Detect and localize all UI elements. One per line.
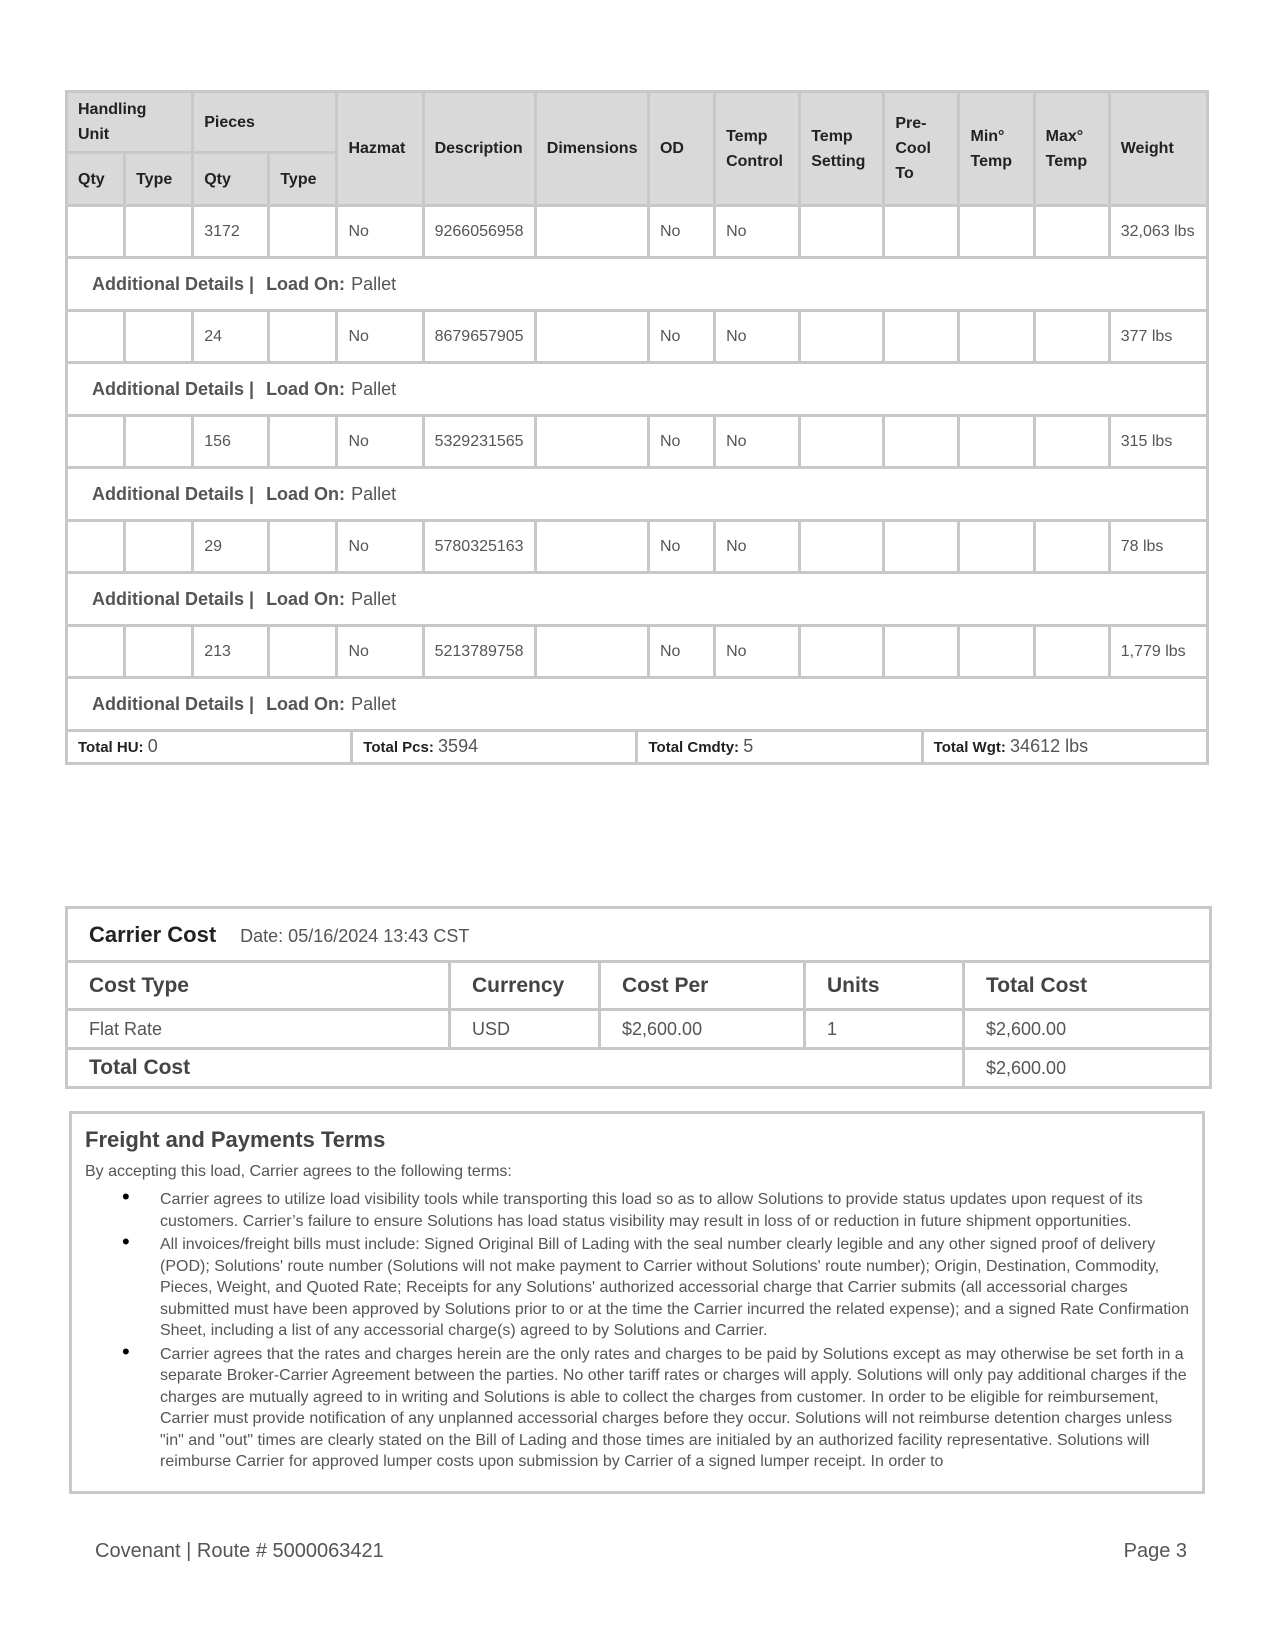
total-cost-label-text: Total Cost: [89, 1056, 191, 1079]
cell-temp-control: No: [715, 626, 800, 678]
header-handling-unit: Handling Unit: [67, 92, 193, 153]
cell-hu-qty: [67, 626, 125, 678]
cell-temp-setting: [800, 626, 884, 678]
header-description: Description: [423, 92, 535, 206]
commodity-rows: [67, 206, 1208, 731]
carrier-cost-table: [65, 906, 1212, 1089]
total-pcs: [352, 732, 637, 762]
terms-item-text: All invoices/freight bills must include: Signed Original Bill of Lading with the seal number clearly legible and any other signed proof of delivery (POD); Solutions' route number (Solutions will not make payment to Carrier without Solutions' route number); Origin, Destination, Commodity, Pieces, Weight, and Quoted Rate; Receipts for any Solutions' authorized accessorial charge that Carrier submits (all accessorial charges submitted must have been approved by Solutions prior to or at the time the Carrier incurred the related expense); and a signed Rate Confirmation Sheet, including a list of any accessorial charge(s) agreed to by Solutions and Carrier.: [160, 1236, 1190, 1339]
cell-dimensions: [535, 416, 648, 468]
load-on-label: Load On:: [266, 694, 346, 714]
total-hu-label: Total HU:: [78, 739, 144, 756]
cell-pc-type: [269, 416, 337, 468]
cell-hu-type: [125, 206, 193, 258]
cell-pc-type: [269, 626, 337, 678]
additional-details: [67, 573, 1208, 626]
terms-item: [122, 1229, 1190, 1342]
header-od: OD: [648, 92, 714, 206]
header-pc-type: Type: [269, 153, 337, 206]
additional-details: [67, 678, 1208, 731]
cell-hazmat: No: [337, 626, 423, 678]
bullet-icon: •: [122, 1184, 130, 1209]
total-pcs-value: 3594: [438, 736, 479, 756]
cell-description: 5213789758: [423, 626, 535, 678]
terms-item: [122, 1338, 1190, 1473]
terms-item-text: Carrier agrees to utilize load visibility tools while transporting this load so as to allow Solutions to provide status updates upon request of its customers. Carrier’s failure to ensure Solutions has load status visibility may result in loss of or reduction in future shipment opportunities.: [160, 1191, 1143, 1230]
cell-hu-type: [125, 521, 193, 573]
cell-hazmat: No: [337, 521, 423, 573]
total-cost-value: $2,600.00: [964, 1049, 1211, 1088]
cell-pc-qty: 156: [193, 416, 269, 468]
cell-description: 5329231565: [423, 416, 535, 468]
totals-row: [68, 732, 1206, 762]
cell-weight: 78 lbs: [1109, 521, 1207, 573]
cell-temp-control: No: [715, 416, 800, 468]
header-hu-qty: Qty: [67, 153, 125, 206]
cell-temp-control: No: [715, 311, 800, 363]
load-on-value: Pallet: [351, 694, 397, 714]
load-on-value: Pallet: [351, 379, 397, 399]
col-cost-per: Cost Per: [600, 962, 805, 1010]
additional-details-row: [67, 363, 1208, 416]
total-wgt: [922, 732, 1206, 762]
cell-hazmat: No: [337, 416, 423, 468]
freight-terms: [69, 1111, 1205, 1494]
load-on-label: Load On:: [266, 379, 346, 399]
header-weight: Weight: [1109, 92, 1207, 206]
cell-pre-cool: [884, 521, 959, 573]
commodity-row: [67, 206, 1208, 258]
cell-pc-type: [269, 311, 337, 363]
cost-row: [67, 1010, 1211, 1049]
bullet-icon: •: [122, 1229, 130, 1254]
header-temp-setting: Temp Setting: [800, 92, 884, 206]
total-cmdty-label: Total Cmdty:: [648, 739, 740, 756]
header-min-temp: Min° Temp: [959, 92, 1034, 206]
cell-min-temp: [959, 416, 1034, 468]
additional-details-row: [67, 678, 1208, 731]
total-cost-cell: $2,600.00: [964, 1010, 1211, 1049]
cell-description: 5780325163: [423, 521, 535, 573]
cell-pc-type: [269, 206, 337, 258]
cell-hu-qty: [67, 206, 125, 258]
load-on-value: Pallet: [351, 274, 397, 294]
cell-hu-type: [125, 626, 193, 678]
commodity-row: [67, 626, 1208, 678]
header-temp-control: Temp Control: [715, 92, 800, 206]
carrier-cost-header: [67, 908, 1211, 962]
cell-temp-setting: [800, 206, 884, 258]
total-hu-value: 0: [147, 736, 158, 756]
cell-hu-qty: [67, 521, 125, 573]
carrier-cost-title: Carrier Cost: [89, 921, 217, 947]
terms-title: Freight and Payments Terms: [85, 1127, 386, 1152]
cell-temp-setting: [800, 521, 884, 573]
terms-list: [85, 1184, 1190, 1473]
col-currency: Currency: [450, 962, 600, 1010]
total-cost-label: [67, 1049, 964, 1088]
cell-pre-cool: [884, 626, 959, 678]
cell-pc-qty: 24: [193, 311, 269, 363]
cell-weight: 32,063 lbs: [1109, 206, 1207, 258]
cell-pre-cool: [884, 311, 959, 363]
cost-type-cell: Flat Rate: [67, 1010, 450, 1049]
cell-hu-type: [125, 311, 193, 363]
load-on-label: Load On:: [266, 484, 346, 504]
footer-route: Covenant | Route # 5000063421: [95, 1540, 384, 1562]
cell-od: No: [648, 521, 714, 573]
commodity-row: [67, 311, 1208, 363]
cell-temp-setting: [800, 311, 884, 363]
header-max-temp: Max° Temp: [1034, 92, 1109, 206]
cell-max-temp: [1034, 416, 1109, 468]
cell-hu-qty: [67, 416, 125, 468]
cell-min-temp: [959, 206, 1034, 258]
footer-page-number: Page 3: [1123, 1540, 1187, 1562]
additional-details-label: Additional Details |: [92, 484, 255, 504]
terms-item: [122, 1184, 1190, 1232]
cell-od: No: [648, 206, 714, 258]
total-pcs-label: Total Pcs:: [363, 739, 434, 756]
header-hazmat: Hazmat: [337, 92, 423, 206]
cell-od: No: [648, 416, 714, 468]
commodity-row: [67, 521, 1208, 573]
cell-temp-control: No: [715, 521, 800, 573]
col-cost-type: Cost Type: [67, 962, 450, 1010]
additional-details: [67, 468, 1208, 521]
additional-details-row: [67, 258, 1208, 311]
total-hu: [68, 732, 352, 762]
header-dimensions: Dimensions: [535, 92, 648, 206]
cell-max-temp: [1034, 626, 1109, 678]
load-on-label: Load On:: [266, 589, 346, 609]
cell-od: No: [648, 626, 714, 678]
cell-dimensions: [535, 626, 648, 678]
cell-temp-control: No: [715, 206, 800, 258]
load-on-label: Load On:: [266, 274, 346, 294]
cell-max-temp: [1034, 521, 1109, 573]
bullet-icon: •: [122, 1338, 130, 1364]
terms-item-text: Carrier agrees that the rates and charges herein are the only rates and charges to be paid by Solutions except as may otherwise be set forth in a separate Broker-Carrier Agreement between the parties. No other tariff rates or charges will apply. Solutions will only pay additional charges if the charges are mutually agreed to in writing and Solutions is able to collect the charges from customer. In order to be eligible for reimbursement, Carrier must provide notification of any unplanned accessorial charges before they occur. Solutions will not reimburse detention charges unless "in" and "out" times are clearly stated on the Bill of Lading and those times are initialed by an authorized facility representative. Solutions will reimburse Carrier for approved lumper costs upon submission by Carrier of a signed lumper receipt. In order to: [160, 1345, 1187, 1470]
total-cmdty: [637, 732, 922, 762]
additional-details-label: Additional Details |: [92, 274, 255, 294]
load-on-value: Pallet: [351, 589, 397, 609]
cell-dimensions: [535, 206, 648, 258]
total-wgt-label: Total Wgt:: [933, 739, 1006, 756]
load-on-value: Pallet: [351, 484, 397, 504]
cell-dimensions: [535, 311, 648, 363]
commodities-table: [65, 90, 1209, 765]
cell-max-temp: [1034, 206, 1109, 258]
terms-intro: By accepting this load, Carrier agrees to the following terms:: [85, 1163, 512, 1180]
additional-details: [67, 258, 1208, 311]
cell-pc-qty: 29: [193, 521, 269, 573]
header-hu-type: Type: [125, 153, 193, 206]
cell-pc-type: [269, 521, 337, 573]
additional-details-row: [67, 573, 1208, 626]
total-cmdty-value: 5: [743, 736, 754, 756]
header-pc-qty: Qty: [193, 153, 269, 206]
additional-details-label: Additional Details |: [92, 589, 255, 609]
cell-temp-setting: [800, 416, 884, 468]
additional-details-row: [67, 468, 1208, 521]
cell-dimensions: [535, 521, 648, 573]
cell-pre-cool: [884, 416, 959, 468]
additional-details: [67, 363, 1208, 416]
col-units: Units: [805, 962, 964, 1010]
total-wgt-value: 34612 lbs: [1010, 736, 1089, 756]
header-pre-cool: Pre-Cool To: [884, 92, 959, 206]
cell-weight: 1,779 lbs: [1109, 626, 1207, 678]
currency-cell: USD: [450, 1010, 600, 1049]
cell-pre-cool: [884, 206, 959, 258]
additional-details-label: Additional Details |: [92, 379, 255, 399]
cell-hazmat: No: [337, 206, 423, 258]
carrier-cost-date: Date: 05/16/2024 13:43 CST: [240, 925, 470, 946]
cell-description: 9266056958: [423, 206, 535, 258]
col-total-cost: Total Cost: [964, 962, 1211, 1010]
cell-pc-qty: 213: [193, 626, 269, 678]
cell-min-temp: [959, 311, 1034, 363]
cell-min-temp: [959, 521, 1034, 573]
cell-description: 8679657905: [423, 311, 535, 363]
additional-details-label: Additional Details |: [92, 694, 255, 714]
cell-hu-qty: [67, 311, 125, 363]
cell-pc-qty: 3172: [193, 206, 269, 258]
cost-per-cell: $2,600.00: [600, 1010, 805, 1049]
cell-od: No: [648, 311, 714, 363]
commodity-row: [67, 416, 1208, 468]
cell-weight: 315 lbs: [1109, 416, 1207, 468]
cell-max-temp: [1034, 311, 1109, 363]
cell-min-temp: [959, 626, 1034, 678]
cell-weight: 377 lbs: [1109, 311, 1207, 363]
cell-hu-type: [125, 416, 193, 468]
header-pieces: Pieces: [193, 92, 337, 153]
cell-hazmat: No: [337, 311, 423, 363]
units-cell: 1: [805, 1010, 964, 1049]
